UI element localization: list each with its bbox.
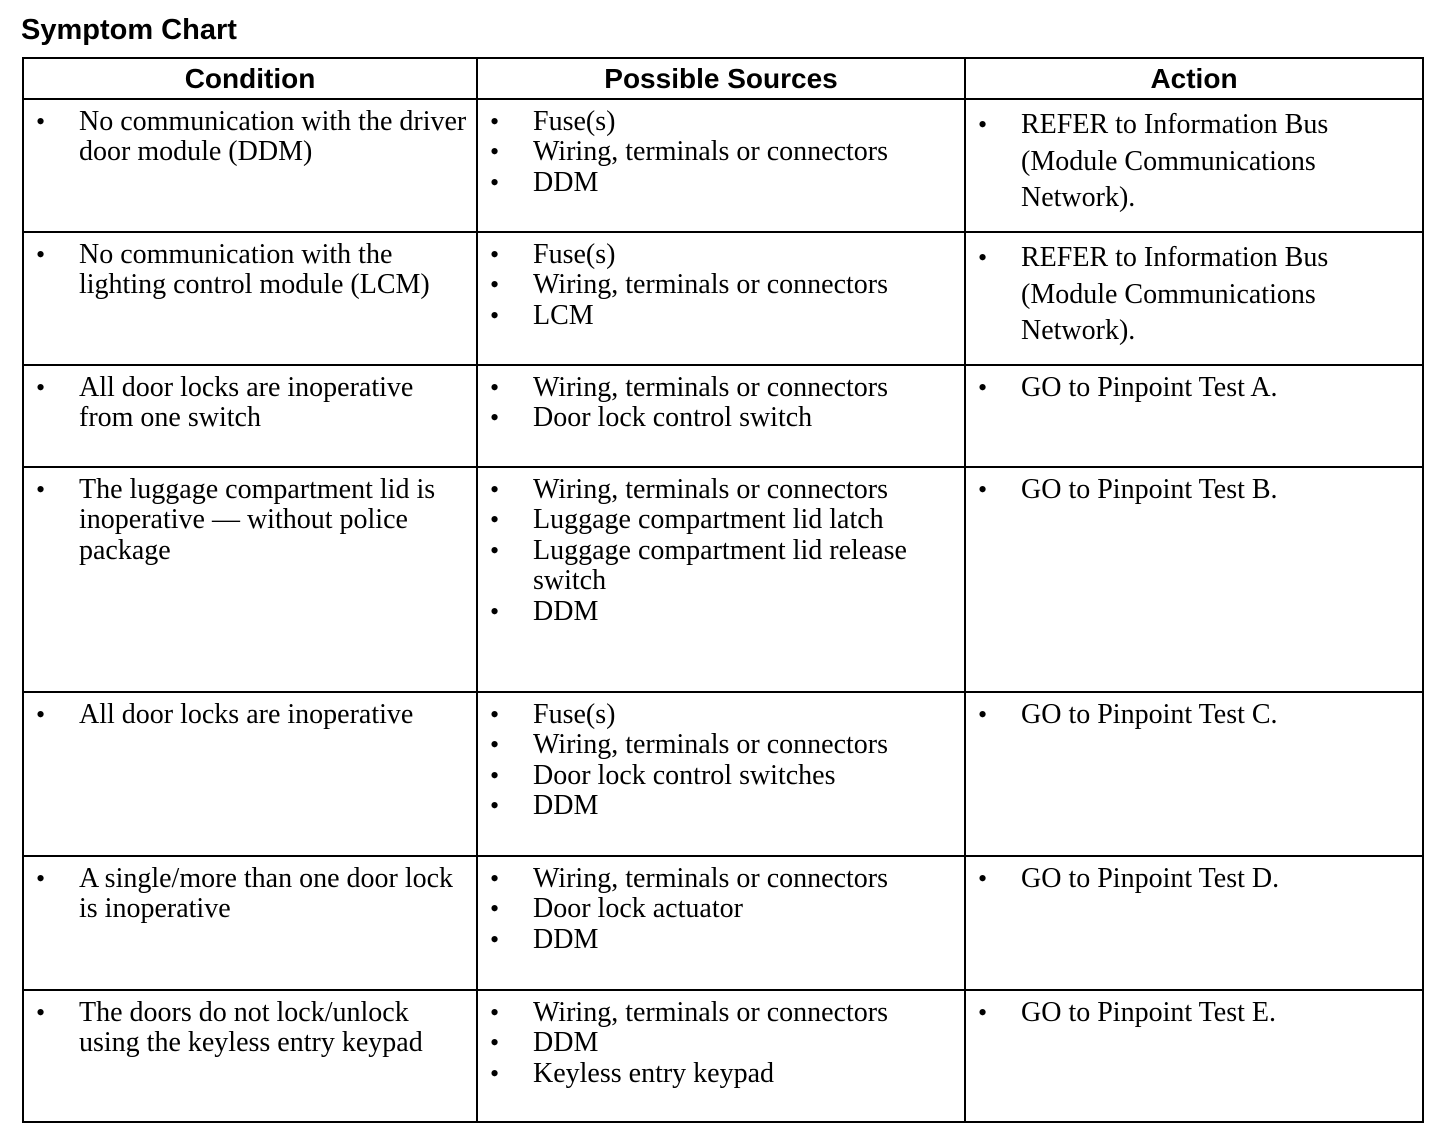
action-text: • GO to Pinpoint Test A. (976, 373, 1418, 403)
table-row (23, 99, 1423, 232)
source-item: • Wiring, terminals or connectors (488, 864, 960, 894)
sources-cell (477, 365, 965, 467)
table-row (23, 365, 1423, 467)
table-row (23, 692, 1423, 856)
condition-cell (23, 990, 477, 1122)
condition-text: • No communication with the driver door module (DDM) (34, 107, 472, 168)
condition-cell (23, 232, 477, 365)
table-row (23, 467, 1423, 692)
table-header-row (23, 58, 1423, 99)
table-row (23, 856, 1423, 990)
source-item: • Luggage compartment lid latch (488, 505, 960, 535)
source-item: • Luggage compartment lid release switch (488, 536, 960, 597)
action-text: • GO to Pinpoint Test C. (976, 700, 1418, 730)
action-cell (965, 990, 1423, 1122)
condition-text: • All door locks are inoperative from one switch (34, 373, 472, 434)
action-cell (965, 232, 1423, 365)
condition-text: • No communication with the lighting control module (LCM) (34, 240, 472, 301)
condition-text: • The luggage compartment lid is inoperative — without police package (34, 475, 472, 566)
action-text: • GO to Pinpoint Test D. (976, 864, 1418, 894)
action-cell (965, 99, 1423, 232)
header-possible-sources: Possible Sources (477, 58, 965, 99)
source-item: • Wiring, terminals or connectors (488, 270, 960, 300)
source-item: • Door lock control switches (488, 761, 960, 791)
sources-cell (477, 856, 965, 990)
source-item: • LCM (488, 301, 960, 331)
source-item: • DDM (488, 791, 960, 821)
action-text: • GO to Pinpoint Test B. (976, 475, 1418, 505)
source-item: • Wiring, terminals or connectors (488, 373, 960, 403)
action-cell (965, 467, 1423, 692)
condition-cell (23, 365, 477, 467)
action-cell (965, 856, 1423, 990)
page-title: Symptom Chart (21, 14, 237, 46)
source-item: • DDM (488, 597, 960, 627)
sources-cell (477, 692, 965, 856)
table-row (23, 990, 1423, 1122)
condition-text: • A single/more than one door lock is inoperative (34, 864, 472, 925)
source-item: • Fuse(s) (488, 700, 960, 730)
source-item: • DDM (488, 1028, 960, 1058)
condition-text: • All door locks are inoperative (34, 700, 472, 730)
source-item: • Wiring, terminals or connectors (488, 730, 960, 760)
table-row (23, 232, 1423, 365)
action-text: • GO to Pinpoint Test E. (976, 998, 1418, 1028)
condition-cell (23, 467, 477, 692)
source-item: • Door lock actuator (488, 894, 960, 924)
source-item: • Keyless entry keypad (488, 1059, 960, 1089)
source-item: • Fuse(s) (488, 240, 960, 270)
action-cell (965, 692, 1423, 856)
source-item: • DDM (488, 168, 960, 198)
sources-cell (477, 467, 965, 692)
action-text: • REFER to Information Bus (Module Communications Network). (976, 107, 1418, 217)
source-item: • Wiring, terminals or connectors (488, 137, 960, 167)
condition-cell (23, 856, 477, 990)
source-item: • Door lock control switch (488, 403, 960, 433)
condition-text: • The doors do not lock/unlock using the keyless entry keypad (34, 998, 472, 1059)
sources-cell (477, 990, 965, 1122)
source-item: • Fuse(s) (488, 107, 960, 137)
action-cell (965, 365, 1423, 467)
condition-cell (23, 692, 477, 856)
sources-cell (477, 232, 965, 365)
condition-cell (23, 99, 477, 232)
sources-cell (477, 99, 965, 232)
header-action: Action (965, 58, 1423, 99)
symptom-chart-table (22, 57, 1424, 1123)
source-item: • Wiring, terminals or connectors (488, 998, 960, 1028)
action-text: • REFER to Information Bus (Module Communications Network). (976, 240, 1418, 350)
header-condition: Condition (23, 58, 477, 99)
source-item: • DDM (488, 925, 960, 955)
source-item: • Wiring, terminals or connectors (488, 475, 960, 505)
